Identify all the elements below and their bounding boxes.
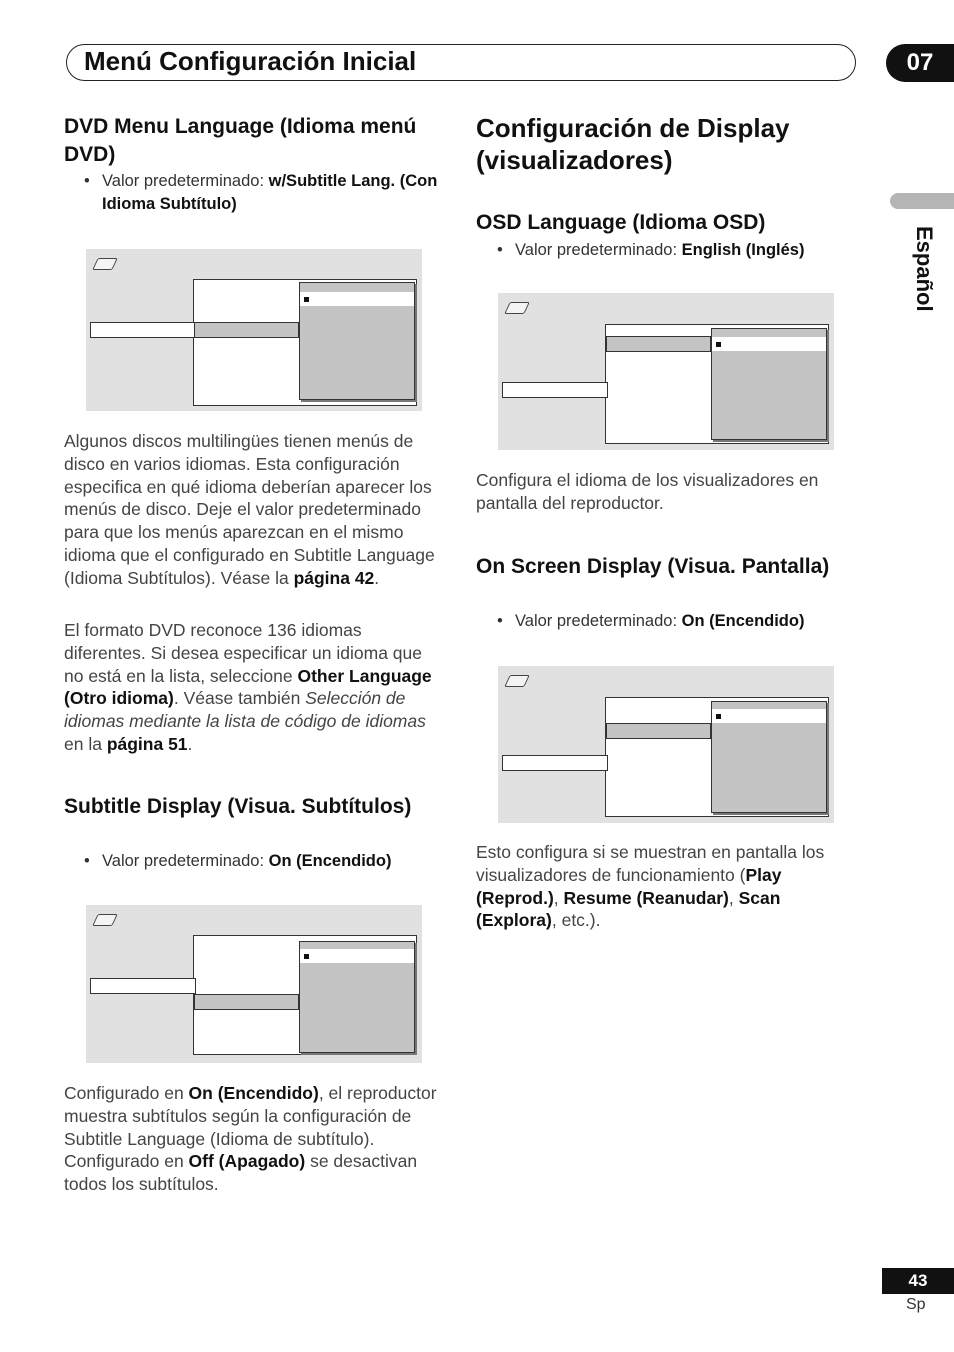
menu-tab (502, 755, 608, 771)
menu-tab (90, 978, 196, 994)
on-screen-display-screen (498, 666, 834, 823)
dvd-menu-screen (86, 249, 422, 411)
selected-option (712, 337, 826, 351)
language-tab-label: Español (912, 226, 937, 312)
disc-icon (92, 258, 118, 270)
menu-highlight (194, 322, 299, 338)
osd-language-heading: OSD Language (Idioma OSD) (476, 211, 766, 234)
menu-highlight (606, 723, 711, 739)
dvd-menu-paragraph-2: El formato DVD reconoce 136 idiomas diferentes. Si desea especificar un idioma que no está en la lista, seleccione Other Language (Otro idioma). Véase también Selección de idiomas mediante la lista de código de idiomas en la página 51. (64, 620, 432, 754)
dvd-menu-paragraph-1: Algunos discos multilingües tienen menús de disco en varios idiomas. Esta configuración especifica en qué idioma deberían aparecer los menús de disco. Deje el valor predeterminado para que los menús aparezcan en el mismo idioma que el configurado en Subtitle Language (Idioma Subtítulos). Véase la página 42. (64, 431, 435, 588)
subtitle-display-screen (86, 905, 422, 1063)
menu-tab (502, 382, 608, 398)
menu-tab (90, 322, 196, 338)
on-screen-display-heading: On Screen Display (Visua. Pantalla) (476, 555, 830, 578)
osd-language-paragraph: Configura el idioma de los visualizadores en pantalla del reproductor. (476, 470, 819, 513)
subtitle-display-paragraph: Configurado en On (Encendido), el reproductor muestra subtítulos según la configuración de Subtitle Language (Idioma de subtítulo). Configurado en Off (Apagado) se desactivan todos los subtítulos. (64, 1083, 437, 1195)
display-config-heading: Configuración de Display (visualizadores) (476, 113, 790, 175)
disc-icon (504, 675, 530, 687)
disc-icon (92, 914, 118, 926)
default-prefix: Valor predeterminado: (102, 172, 265, 190)
menu-highlight (606, 336, 711, 352)
osd-language-default: • Valor predeterminado: English (Inglés) (497, 241, 805, 259)
default-value: w/Subtitle Lang. (Con Idioma Subtítulo) (102, 172, 438, 213)
subtitle-display-heading: Subtitle Display (Visua. Subtítulos) (64, 795, 412, 818)
dvd-menu-default: • Valor predeterminado: w/Subtitle Lang. (Con Idioma Subtítulo) (84, 172, 438, 213)
selected-option (300, 292, 414, 306)
disc-icon (504, 302, 530, 314)
page-language-code: Sp (906, 1296, 926, 1313)
selected-option (712, 709, 826, 723)
osd-language-screen (498, 293, 834, 450)
menu-highlight (194, 994, 299, 1010)
page-title: Menú Configuración Inicial (84, 46, 417, 76)
dvd-menu-heading: DVD Menu Language (Idioma menú DVD) (64, 115, 417, 166)
subtitle-display-default: • Valor predeterminado: On (Encendido) (84, 852, 392, 870)
on-screen-display-paragraph: Esto configura si se muestran en pantalla los visualizadores de funcionamiento (Play (Reprod.), Resume (Reanudar), Scan (Explora), etc.). (476, 842, 825, 931)
on-screen-display-default: • Valor predeterminado: On (Encendido) (497, 612, 805, 630)
selected-option (300, 949, 414, 963)
chapter-badge: 07 (886, 44, 954, 82)
language-tab-bar (890, 193, 954, 209)
page-number: 43 (882, 1268, 954, 1294)
